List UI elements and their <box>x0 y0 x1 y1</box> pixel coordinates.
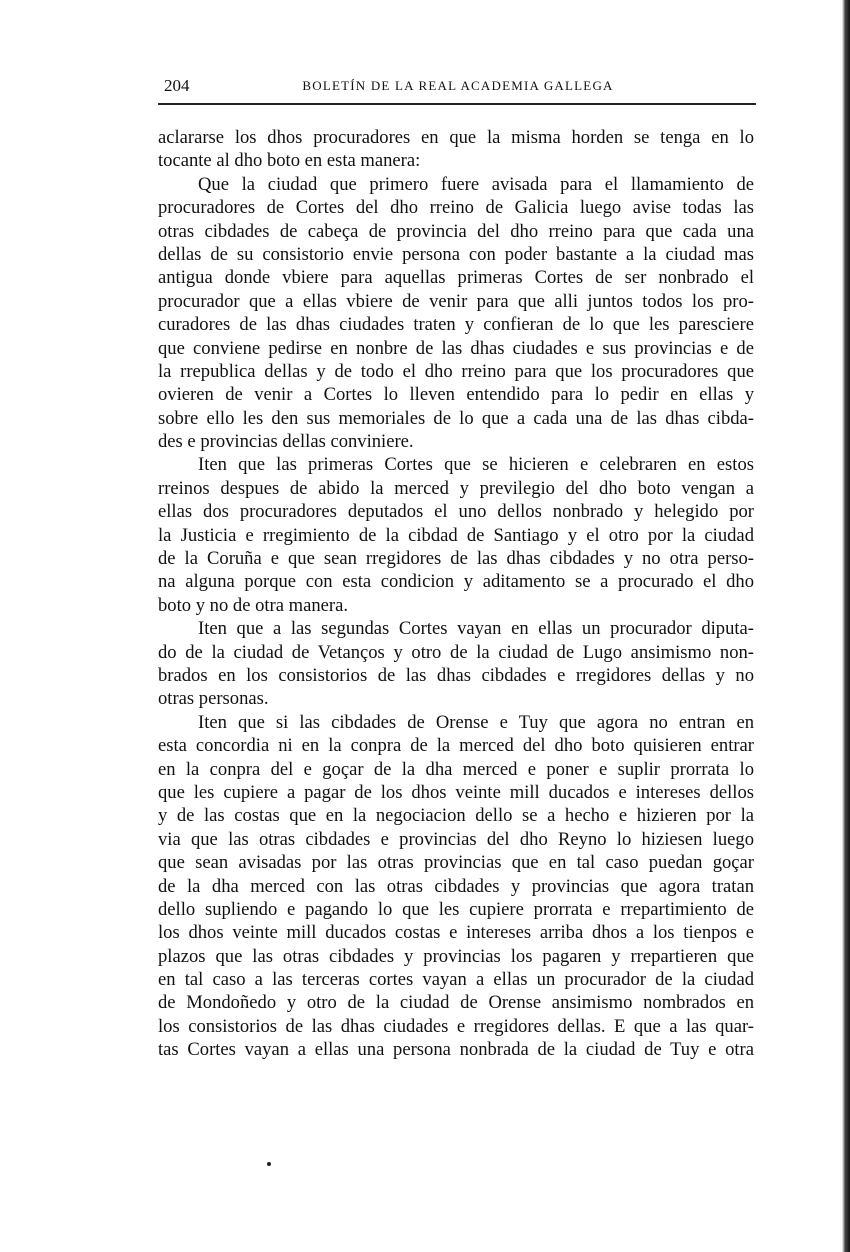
text-line: la rrepublica dellas y de todo el dho rreino para que los procuradores que <box>158 360 754 382</box>
text-line: tocante al dho boto en esta manera: <box>158 150 421 172</box>
text-line: antigua donde vbiere para aquellas primeras Cortes de ser nonbrado el <box>158 267 754 289</box>
text-line: que conviene pedirse en nonbre de las dhas ciudades e sus provincias e de <box>158 337 754 359</box>
text-line: Iten que las primeras Cortes que se hicieren e celebraren en estos <box>198 454 754 476</box>
text-line: Que la ciudad que primero fuere avisada para el llamamiento de <box>198 173 754 195</box>
text-line: des e provincias dellas conviniere. <box>158 431 414 453</box>
scan-edge <box>842 0 850 1252</box>
text-line: curadores de las dhas ciudades traten y confieran de lo que les paresciere <box>158 314 754 336</box>
text-line: ovieren de venir a Cortes lo lleven entendido para lo pedir en ellas y <box>158 384 754 406</box>
text-line: tas Cortes vayan a ellas una persona nonbrada de la ciudad de Tuy e otra <box>158 1039 754 1061</box>
body-text <box>158 126 754 1062</box>
text-line: Iten que si las cibdades de Orense e Tuy que agora no entran en <box>198 711 754 733</box>
text-line: esta concordia ni en la conpra de la merced del dho boto quisieren entrar <box>158 735 754 757</box>
text-line: dellas de su consistorio envie persona con poder bastante a la ciudad mas <box>158 243 754 265</box>
running-title: BOLETÍN DE LA REAL ACADEMIA GALLEGA <box>302 78 614 93</box>
text-line: sobre ello les den sus memoriales de lo que a cada una de las dhas cibda- <box>158 407 754 429</box>
text-line: la Justicia e rregimiento de la cibdad de Santiago y el otro por la ciudad <box>158 524 754 546</box>
text-line: procuradores de Cortes del dho rreino de Galicia luego avise todas las <box>158 197 754 219</box>
page-number: 204 <box>164 76 190 95</box>
running-header <box>160 76 756 100</box>
text-line: otras personas. <box>158 688 269 710</box>
text-line: de la Coruña e que sean rregidores de las dhas cibdades y no otra perso- <box>158 548 754 570</box>
text-line: boto y no de otra manera. <box>158 594 349 616</box>
text-line: en tal caso a las terceras cortes vayan a ellas un procurador de la ciudad <box>158 969 754 991</box>
header-rule <box>158 103 756 105</box>
text-line: de la dha merced con las otras cibdades y provincias que agora tratan <box>158 875 754 897</box>
text-line: brados en los consistorios de las dhas cibdades e rregidores dellas y no <box>158 664 754 686</box>
text-line: na alguna porque con esta condicion y aditamento se a procurado el dho <box>158 571 754 593</box>
text-line: y de las costas que en la negociacion dello se a hecho e hizieren por la <box>158 805 754 827</box>
text-line: en la conpra del e goçar de la dha merced e poner e suplir prorrata lo <box>158 758 754 780</box>
text-line: que les cupiere a pagar de los dhos veinte mill ducados e intereses dellos <box>158 781 754 803</box>
text-line: via que las otras cibdades e provincias del dho Reyno lo hiziesen luego <box>158 828 754 850</box>
text-line: rreinos despues de abido la merced y previlegio del dho boto vengan a <box>158 477 754 499</box>
text-line: plazos que las otras cibdades y provincias los pagaren y rrepartieren que <box>158 945 754 967</box>
text-line: los consistorios de las dhas ciudades e rregidores dellas. E que a las quar- <box>158 1015 754 1037</box>
scan-speck <box>267 1162 271 1166</box>
text-line: que sean avisadas por las otras provincias que en tal caso puedan goçar <box>158 852 754 874</box>
text-line: aclararse los dhos procuradores en que la misma horden se tenga en lo <box>158 127 754 148</box>
text-line: procurador que a ellas vbiere de venir para que alli juntos todos los pro- <box>158 290 754 312</box>
text-line: otras cibdades de cabeça de provincia del dho rreino para que cada una <box>158 220 754 242</box>
text-line: de Mondoñedo y otro de la ciudad de Orense ansimismo nombrados en <box>158 992 754 1014</box>
text-line: Iten que a las segundas Cortes vayan en ellas un procurador diputa- <box>198 618 754 640</box>
text-line: dello supliendo e pagando lo que les cupiere prorrata e rrepartimiento de <box>158 898 754 920</box>
text-line: ellas dos procuradores deputados el uno dellos nonbrado y helegido por <box>158 501 754 523</box>
text-line: los dhos veinte mill ducados costas e intereses arriba dhos a los tienpos e <box>158 922 754 944</box>
text-line: do de la ciudad de Vetanços y otro de la ciudad de Lugo ansimismo non- <box>158 641 754 663</box>
